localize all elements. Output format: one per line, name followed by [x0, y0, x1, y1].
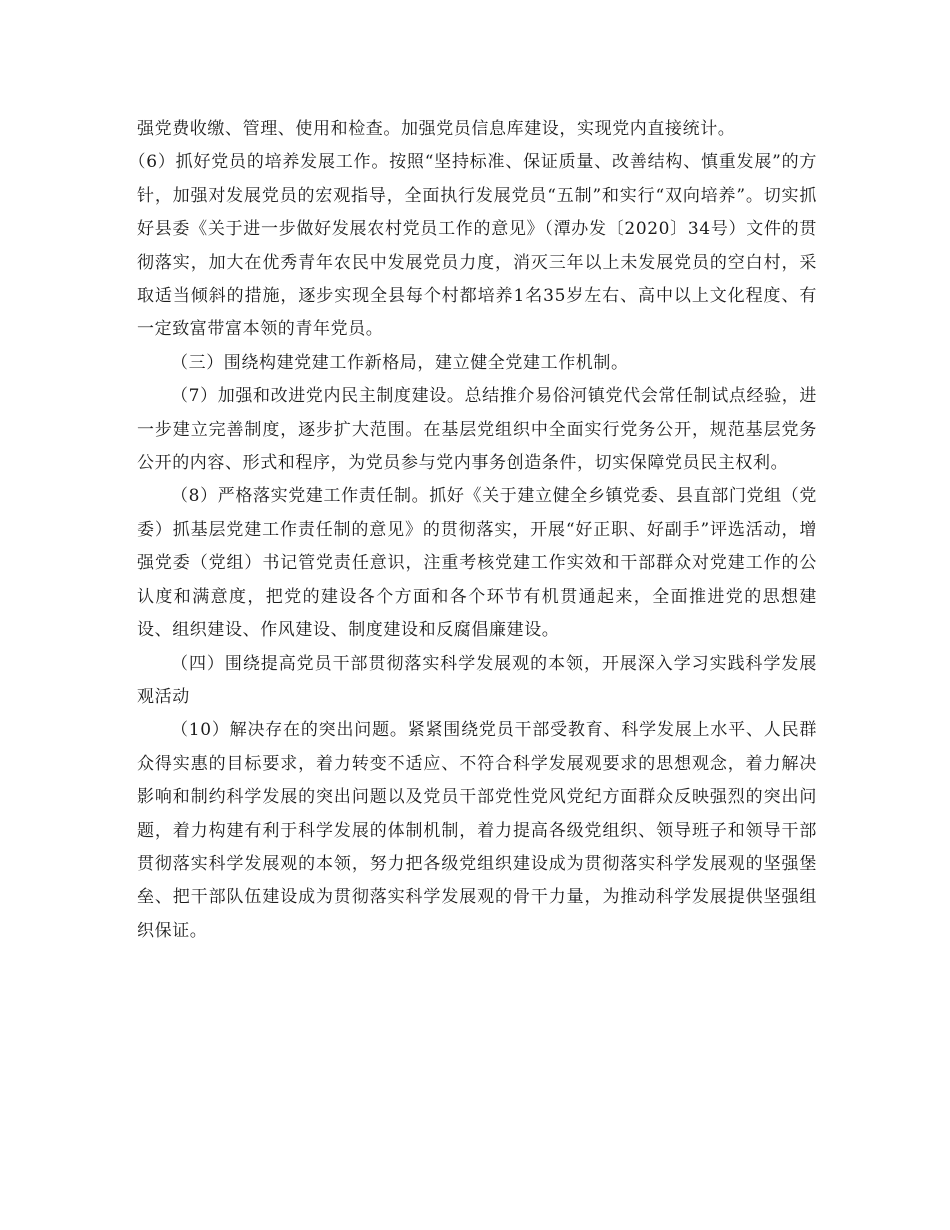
- section-heading-4: （四）围绕提高党员干部贯彻落实科学发展观的本领，开展深入学习实践科学发展观活动: [137, 653, 817, 707]
- paragraph-item-8: （8）严格落实党建工作责任制。抓好《关于建立健全乡镇党委、县直部门党组（党委）抓基层党建工作责任制的意见》的贯彻落实，开展“好正职、好副手”评选活动，增强党委（党组）书记管党责任意识，注重考核党建工作实效和干部群众对党建工作的公认度和满意度，把党的建设各个方面和各个环节有机贯通起来，全面推进党的思想建设、组织建设、作风建设、制度建设和反腐倡廉建设。: [137, 486, 817, 641]
- paragraph-item-6: （6）抓好党员的培养发展工作。按照“坚持标准、保证质量、改善结构、慎重发展”的方针，加强对发展党员的宏观指导，全面执行发展党员“五制”和实行“双向培养”。切实抓好县委《关于进一步做好发展农村党员工作的意见》（潭办发〔2020〕34号）文件的贯彻落实，加大在优秀青年农民中发展党员力度，消灭三年以上未发展党员的空白村，采取适当倾斜的措施，逐步实现全县每个村都培养1名35岁左右、高中以上文化程度、有一定致富带富本领的青年党员。: [128, 152, 817, 340]
- paragraph-item-10: （10）解决存在的突出问题。紧紧围绕党员干部受教育、科学发展上水平、人民群众得实惠的目标要求，着力转变不适应、不符合科学发展观要求的思想观念，着力解决影响和制约科学发展的突出问题以及党员干部党性党风党纪方面群众反映强烈的突出问题，着力构建有利于科学发展的体制机制，着力提高各级党组织、领导班子和领导干部贯彻落实科学发展观的本领，努力把各级党组织建设成为贯彻落实科学发展观的坚强堡垒、把干部队伍建设成为贯彻落实科学发展观的骨干力量，为推动科学发展提供坚强组织保证。: [137, 720, 817, 941]
- document-body: [128, 113, 817, 948]
- section-heading-3: （三）围绕构建党建工作新格局，建立健全党建工作机制。: [171, 352, 629, 373]
- paragraph-item-7: （7）加强和改进党内民主制度建设。总结推介易俗河镇党代会常任制试点经验，进一步建立完善制度，逐步扩大范围。在基层党组织中全面实行党务公开，规范基层党务公开的内容、形式和程序，为党员参与党内事务创造条件，切实保障党员民主权利。: [137, 386, 817, 474]
- paragraph-party-fee-continuation: 强党费收缴、管理、使用和检查。加强党员信息库建设，实现党内直接统计。: [137, 119, 736, 139]
